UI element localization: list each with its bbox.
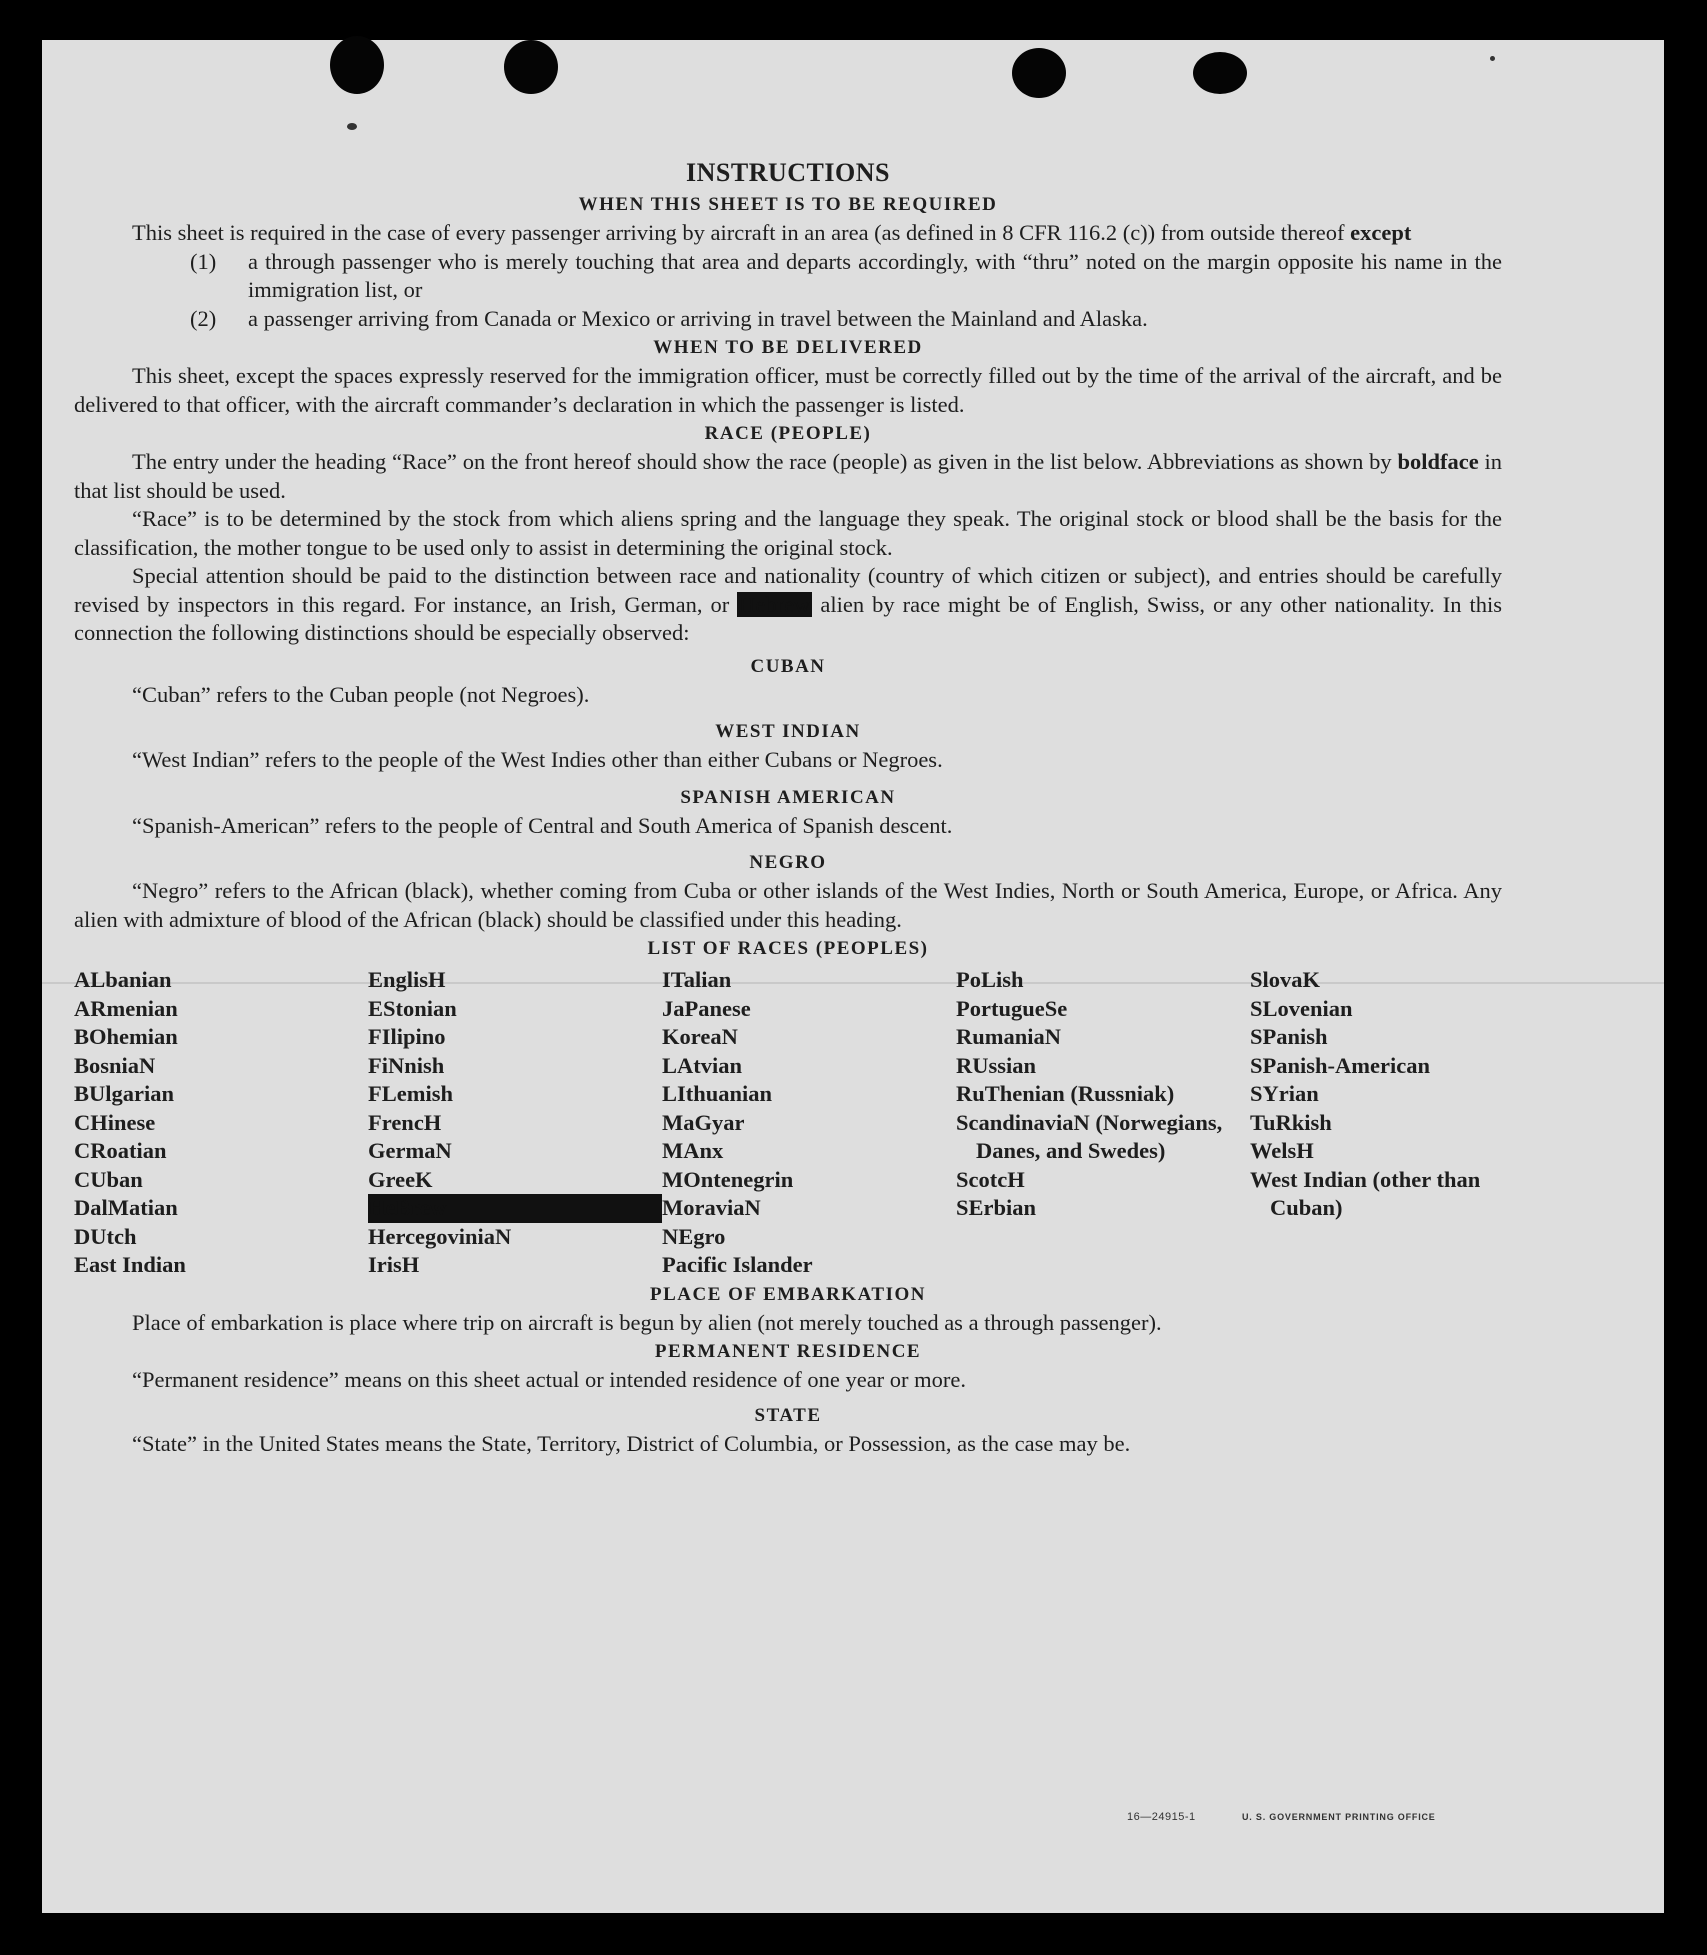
race-item: JaPanese	[662, 995, 751, 1021]
section-heading-list-of-races: LIST OF RACES (PEOPLES)	[647, 938, 929, 959]
races-column	[368, 966, 662, 1280]
race-item: BUlgarian	[74, 1081, 175, 1106]
printing-office: U. S. GOVERNMENT PRINTING OFFICE	[1242, 1812, 1436, 1822]
race-item: GreeK	[368, 1166, 433, 1192]
races-column	[662, 966, 956, 1280]
race-item: FIlipino	[368, 1024, 446, 1049]
punch-hole	[504, 40, 558, 94]
race-item: NEgro	[662, 1223, 726, 1249]
section-heading-embarkation: PLACE OF EMBARKATION	[650, 1283, 926, 1305]
race-item: West Indian (other than Cuban)	[1250, 1166, 1481, 1220]
race-item: SYrian	[1250, 1081, 1319, 1106]
races-column	[1250, 966, 1502, 1280]
race-item: MOntenegrin	[662, 1166, 794, 1192]
punch-hole	[330, 36, 384, 94]
races-column	[956, 966, 1250, 1280]
race-item: RumaniaN	[956, 1024, 1062, 1049]
race-item: WelsH	[1250, 1138, 1314, 1163]
race-item: ScotcH	[956, 1166, 1025, 1192]
race-item: ARmenian	[74, 995, 178, 1021]
race-item: LIthuanian	[662, 1081, 773, 1106]
form-code: 16—24915-1	[1127, 1811, 1196, 1823]
state-text: “State” in the United States means the State, Territory, District of Columbia, or Possession, as the case may be.	[132, 1430, 1131, 1456]
section-heading-residence: PERMANENT RESIDENCE	[654, 1341, 922, 1362]
section-heading-when-delivered: WHEN TO BE DELIVERED	[653, 337, 923, 358]
section-heading-spanish-american: SPANISH AMERICAN	[680, 786, 896, 808]
section-heading-cuban: CUBAN	[750, 655, 826, 677]
document-sheet	[42, 40, 1664, 1913]
race-item: ALbanian	[74, 967, 172, 992]
race-item: FrencH	[368, 1109, 442, 1135]
race-item: SlovaK	[1250, 967, 1321, 992]
punch-hole	[1012, 48, 1066, 98]
race-item: Pacific Islander	[662, 1252, 813, 1277]
race-item: DUtch	[74, 1223, 137, 1249]
race-item: DalMatian	[74, 1195, 178, 1220]
race-item: GermaN	[368, 1138, 452, 1163]
embarkation-text: Place of embarkation is place where trip on aircraft is begun by alien (not merely touched as a through passenger).	[132, 1309, 1162, 1335]
race-item: CHinese	[74, 1109, 156, 1135]
race-item: PortugueSe	[956, 995, 1068, 1021]
race-item: RUssian	[956, 1052, 1037, 1078]
races-list	[74, 966, 1502, 1280]
exception-item: (1) a through passenger who is merely touching that area and departs accordingly, with “thru” noted on the margin opposite his name in the immigration list, or	[190, 248, 1502, 302]
redacted-word: Hebrew	[739, 591, 811, 617]
spanish-american-text: “Spanish-American” refers to the people of Central and South America of Spanish descent.	[132, 812, 953, 838]
race-item: CUban	[74, 1166, 143, 1192]
race-item: ScandinaviaN (Norwegians, Danes, and Swedes)	[956, 1109, 1223, 1163]
west-indian-text: “West Indian” refers to the people of the West Indies other than either Cubans or Negroes.	[132, 747, 943, 772]
residence-text: “Permanent residence” means on this sheet actual or intended residence of one year or more.	[132, 1367, 967, 1392]
race-item: MaGyar	[662, 1109, 745, 1135]
races-column	[74, 966, 368, 1280]
race-item: RuThenian (Russniak)	[956, 1081, 1175, 1106]
instructions-content	[74, 158, 1502, 1458]
section-heading-negro: NEGRO	[749, 852, 827, 873]
race-item: ITalian	[662, 967, 732, 992]
race-item: MAnx	[662, 1138, 724, 1163]
race-item: IrisH	[368, 1252, 420, 1277]
race-item: SLovenian	[1250, 995, 1353, 1021]
race-paragraph-2: “Race” is to be determined by the stock from which aliens spring and the language they speak. The original stock or blood shall be the basis for the classification, the mother tongue to be used only to assist in determining the original stock.	[74, 506, 1502, 560]
race-item: BOhemian	[74, 1024, 178, 1049]
race-item: TuRkish	[1250, 1109, 1332, 1135]
race-paragraph-1: The entry under the heading “Race” on the front hereof should show the race (people) as given in the list below. Abbreviations as shown by boldface in that list should be used.	[74, 449, 1503, 503]
race-item: FiNnish	[368, 1052, 445, 1078]
race-item: BosniaN	[74, 1052, 156, 1078]
speck	[1490, 56, 1495, 61]
race-item: CRoatian	[74, 1138, 167, 1163]
exception-item: (2) a passenger arriving from Canada or Mexico or arriving in travel between the Mainland and Alaska.	[190, 305, 1148, 331]
race-item: East Indian	[74, 1252, 186, 1277]
speck	[347, 123, 357, 130]
race-item: KoreaN	[662, 1024, 738, 1049]
when-required-text: This sheet is required in the case of every passenger arriving by aircraft in an area (as defined in 8 CFR 116.2 (c)) from outside thereof except	[132, 220, 1412, 245]
section-heading-race: RACE (PEOPLE)	[704, 423, 872, 444]
section-heading-state: STATE	[754, 1404, 822, 1426]
race-paragraph-3: Special attention should be paid to the distinction between race and nationality (country of which citizen or subject), and entries should be carefully revised by inspectors in this regard. For instance, an Irish, German, or Hebrew alien by race might be of English, Swiss, or any other nationality. In this connection the following distinctions should be especially observed:	[74, 563, 1503, 645]
race-item: SPanish	[1250, 1024, 1328, 1049]
race-item: HercegoviniaN	[368, 1223, 512, 1249]
page-title: INSTRUCTIONS	[686, 158, 890, 187]
race-item: LAtvian	[662, 1052, 743, 1078]
race-item: FLemish	[368, 1081, 454, 1106]
race-item: EStonian	[368, 995, 457, 1021]
cuban-text: “Cuban” refers to the Cuban people (not Negroes).	[132, 681, 590, 707]
race-item: EnglisH	[368, 967, 446, 992]
race-item: SErbian	[956, 1195, 1037, 1220]
race-item: SPanish-American	[1250, 1052, 1430, 1078]
section-heading-when-required: WHEN THIS SHEET IS TO BE REQUIRED	[578, 194, 998, 215]
negro-text: “Negro” refers to the African (black), whether coming from Cuba or other islands of the West Indies, North or South America, Europe, or Africa. Any alien with admixture of blood of the African (black) should be classified under this heading.	[74, 878, 1502, 932]
punch-hole	[1193, 52, 1247, 94]
race-item: PoLish	[956, 967, 1024, 992]
race-item: HeBrew	[368, 1194, 662, 1223]
section-heading-west-indian: WEST INDIAN	[715, 721, 861, 742]
race-item: MoraviaN	[662, 1195, 761, 1220]
when-delivered-text: This sheet, except the spaces expressly reserved for the immigration officer, must be correctly filled out by the time of the arrival of the aircraft, and be delivered to that officer, with the aircraft commander’s declaration in which the passenger is listed.	[74, 363, 1502, 417]
